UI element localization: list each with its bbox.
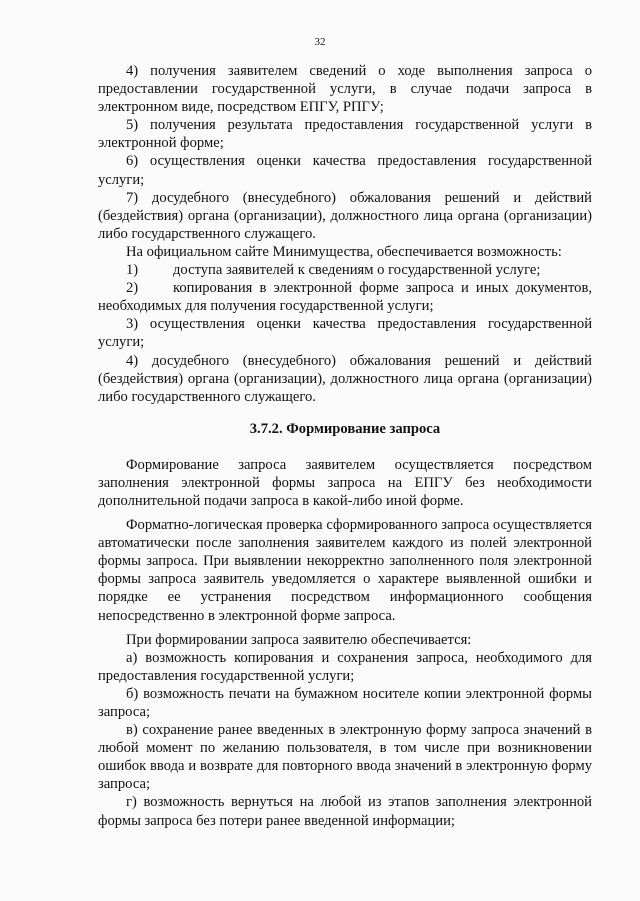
paragraph: 5) получения результата предоставления государственной услуги в электронной форме; — [98, 117, 592, 152]
numbered-item — [98, 279, 592, 315]
paragraph: Форматно-логическая проверка сформированного запроса осуществляется автоматически после заполнения заявителем каждого из полей электронной формы запроса. При выявлении некорректно заполненного поля электронной формы запроса заявитель уведомляется о характере выявленной ошибки и порядке ее устранения посредством информационного сообщения непосредственно в электронной форме запроса. — [98, 517, 592, 624]
list-item: б) возможность печати на бумажном носителе копии электронной формы запроса; — [98, 685, 592, 720]
item-text: копирования в электронной форме запроса и иных документов, необходимых для получения государственной услуги; — [98, 280, 592, 315]
paragraph: 4) досудебного (внесудебного) обжалования решений и действий (бездействия) органа (организации), должностного лица органа (организации) либо государственного служащего. — [98, 352, 592, 405]
item-text: доступа заявителей к сведениям о государственной услуге; — [173, 262, 541, 279]
document-body — [98, 62, 592, 830]
section-heading: 3.7.2. Формирование запроса — [249, 420, 441, 437]
page-number: 32 — [314, 36, 326, 48]
list-item: г) возможность вернуться на любой из этапов заполнения электронной формы запроса без потери ранее введенной информации; — [98, 794, 592, 829]
paragraph: 6) осуществления оценки качества предоставления государственной услуги; — [98, 153, 592, 188]
paragraph: На официальном сайте Минимущества, обеспечивается возможность: — [126, 243, 562, 260]
paragraph: 3) осуществления оценки качества предоставления государственной услуги; — [98, 316, 592, 351]
paragraph: Формирование запроса заявителем осуществляется посредством заполнения электронной формы запроса на ЕПГУ без необходимости дополнительной подачи запроса в какой-либо иной форме. — [98, 456, 592, 509]
list-item: в) сохранение ранее введенных в электронную форму запроса значений в любой момент по желанию пользователя, в том числе при возникновении ошибок ввода и возврате для повторного ввода значений в электронную форму запроса; — [98, 722, 592, 793]
item-number: 1) — [126, 262, 139, 279]
paragraph: 4) получения заявителем сведений о ходе выполнения запроса о предоставлении государственной услуги, в случае подачи запроса в электронном виде, посредством ЕПГУ, РПГУ; — [98, 63, 592, 116]
paragraph: При формировании запроса заявителю обеспечивается: — [126, 631, 472, 648]
numbered-item — [98, 261, 592, 279]
paragraph: 7) досудебного (внесудебного) обжалования решений и действий (бездействия) органа (организации), должностного лица органа (организации) либо государственного служащего. — [98, 189, 592, 242]
list-item: а) возможность копирования и сохранения запроса, необходимого для предоставления государственной услуги; — [98, 649, 592, 684]
item-number: 2) — [126, 280, 139, 297]
